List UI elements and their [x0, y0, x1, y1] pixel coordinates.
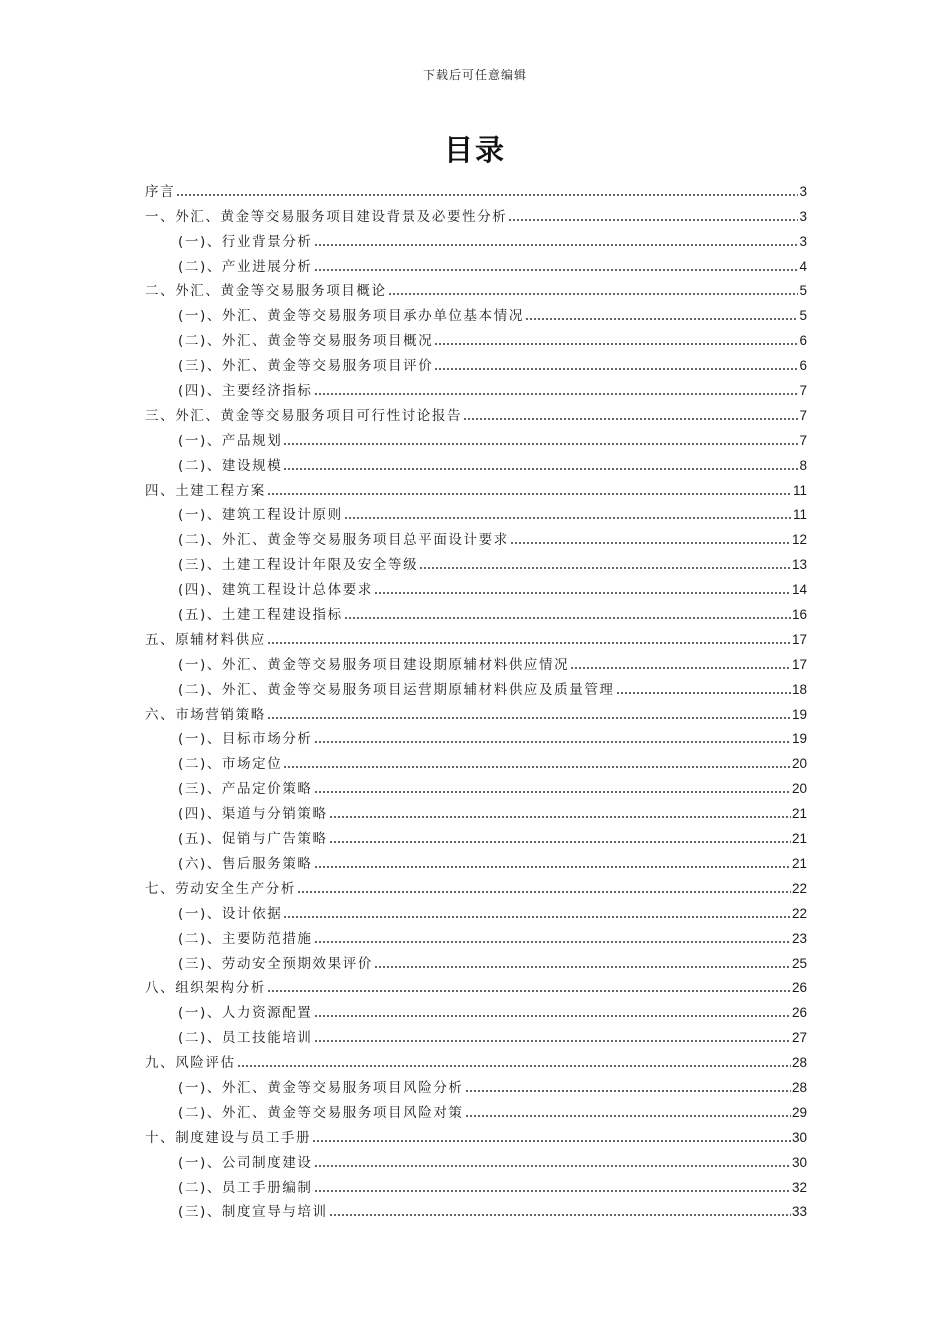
toc-entry-page-number: 21 [791, 855, 807, 871]
toc-entry[interactable] [145, 723, 807, 748]
dot-leader [312, 1140, 791, 1142]
dot-leader [419, 567, 791, 569]
toc-entry-title: (四)、主要经济指标 [178, 383, 313, 400]
toc-entry[interactable] [145, 922, 807, 947]
toc-entry-page-number: 29 [791, 1104, 807, 1120]
dot-leader [314, 1165, 791, 1167]
toc-entry-page-number: 6 [799, 358, 807, 374]
dot-leader [283, 766, 791, 768]
toc-entry-page-number: 5 [799, 308, 807, 324]
toc-entry[interactable] [145, 548, 807, 573]
dot-leader [267, 642, 791, 644]
toc-entry-page-number: 7 [799, 407, 807, 423]
toc-entry[interactable] [145, 623, 807, 648]
toc-entry-page-number: 7 [799, 432, 807, 448]
toc-entry[interactable] [145, 573, 807, 598]
dot-leader [314, 941, 791, 943]
toc-entry-title: (二)、外汇、黄金等交易服务项目概况 [178, 333, 434, 350]
toc-entry-page-number: 30 [791, 1129, 807, 1145]
toc-entry-title: (二)、员工技能培训 [178, 1030, 313, 1047]
toc-entry-title: (四)、建筑工程设计总体要求 [178, 582, 373, 599]
dot-leader [283, 468, 798, 470]
toc-entry-title: (三)、制度宣导与培训 [178, 1204, 328, 1221]
dot-leader [434, 368, 798, 370]
toc-entry-title: 六、市场营销策略 [145, 706, 266, 723]
toc-entry-page-number: 18 [791, 681, 807, 697]
dot-leader [176, 194, 798, 196]
toc-entry-title: (二)、市场定位 [178, 756, 283, 773]
dot-leader [525, 318, 799, 320]
toc-entry[interactable] [145, 872, 807, 897]
toc-entry[interactable] [145, 822, 807, 847]
toc-entry-title: 二、外汇、黄金等交易服务项目概论 [145, 283, 387, 300]
header-note: 下载后可任意编辑 [422, 68, 527, 82]
dot-leader [344, 617, 791, 619]
toc-entry-page-number: 12 [791, 532, 807, 548]
toc-entry[interactable] [145, 698, 807, 723]
dot-leader [388, 293, 799, 295]
toc-entry-page-number: 22 [791, 905, 807, 921]
dot-leader [463, 418, 798, 420]
toc-entry-title: (一)、设计依据 [178, 905, 283, 922]
toc-entry[interactable] [145, 349, 807, 374]
dot-leader [314, 1040, 791, 1042]
dot-leader [297, 891, 791, 893]
dot-leader [314, 741, 791, 743]
toc-entry-title: (五)、促销与广告策略 [178, 831, 328, 848]
dot-leader [508, 219, 798, 221]
toc-entry-page-number: 13 [791, 557, 807, 573]
toc-entry[interactable] [145, 175, 807, 200]
toc-entry-title: (二)、员工手册编制 [178, 1179, 313, 1196]
toc-entry-page-number: 7 [799, 383, 807, 399]
toc-entry-page-number: 3 [799, 208, 807, 224]
toc-entry-title: (三)、劳动安全预期效果评价 [178, 955, 373, 972]
dot-leader [314, 393, 799, 395]
page-title: 目录 [443, 133, 506, 167]
toc-entry-title: (一)、建筑工程设计原则 [178, 507, 343, 524]
toc-entry[interactable] [145, 299, 807, 324]
dot-leader [570, 667, 791, 669]
toc-entry-page-number: 19 [791, 731, 807, 747]
dot-leader [374, 592, 791, 594]
toc-entry[interactable] [145, 747, 807, 772]
dot-leader [329, 816, 791, 818]
toc-entry-title: 五、原辅材料供应 [145, 631, 266, 648]
toc-entry-page-number: 5 [799, 283, 807, 299]
toc-entry[interactable] [145, 1046, 807, 1071]
toc-entry-title: (二)、外汇、黄金等交易服务项目风险对策 [178, 1104, 464, 1121]
toc-entry-page-number: 32 [791, 1179, 807, 1195]
toc-entry[interactable] [145, 275, 807, 300]
toc-entry-page-number: 17 [791, 656, 807, 672]
toc-entry-page-number: 30 [791, 1154, 807, 1170]
dot-leader [314, 1015, 791, 1017]
dot-leader [283, 443, 798, 445]
dot-leader [237, 1065, 791, 1067]
toc-entry-title: (一)、产品规划 [178, 432, 283, 449]
toc-entry-title: 七、劳动安全生产分析 [145, 880, 296, 897]
toc-entry[interactable] [145, 324, 807, 349]
toc-entry-page-number: 28 [791, 1055, 807, 1071]
toc-entry[interactable] [145, 1071, 807, 1096]
dot-leader [267, 990, 791, 992]
toc-entry-page-number: 26 [791, 1005, 807, 1021]
dot-leader [283, 916, 791, 918]
toc-entry-title: 四、土建工程方案 [145, 482, 266, 499]
dot-leader [314, 866, 791, 868]
toc-entry[interactable] [145, 847, 807, 872]
toc-entry[interactable] [145, 499, 807, 524]
toc-entry-page-number: 26 [791, 980, 807, 996]
dot-leader [374, 966, 791, 968]
toc-entry[interactable] [145, 996, 807, 1021]
toc-entry[interactable] [145, 772, 807, 797]
toc-entry[interactable] [145, 200, 807, 225]
toc-entry-page-number: 16 [791, 607, 807, 623]
toc-entry-page-number: 25 [791, 955, 807, 971]
toc-entry-page-number: 20 [791, 756, 807, 772]
toc-entry[interactable] [145, 1171, 807, 1196]
toc-entry-page-number: 21 [791, 806, 807, 822]
toc-entry[interactable] [145, 374, 807, 399]
toc-entry-page-number: 6 [799, 333, 807, 349]
dot-leader [267, 493, 792, 495]
dot-leader [465, 1115, 791, 1117]
dot-leader [314, 1190, 791, 1192]
toc-entry[interactable] [145, 648, 807, 673]
toc-entry[interactable] [145, 1021, 807, 1046]
dot-leader [267, 717, 791, 719]
toc-entry[interactable] [145, 399, 807, 424]
toc-entry-page-number: 11 [792, 507, 807, 523]
toc-entry-title: (二)、主要防范措施 [178, 930, 313, 947]
toc-entry-page-number: 23 [791, 930, 807, 946]
toc-entry-page-number: 21 [791, 831, 807, 847]
dot-leader [314, 244, 799, 246]
toc-entry-title: 一、外汇、黄金等交易服务项目建设背景及必要性分析 [145, 208, 508, 225]
toc-entry-title: (一)、公司制度建设 [178, 1154, 313, 1171]
toc-entry[interactable] [145, 225, 807, 250]
toc-entry[interactable] [145, 474, 807, 499]
toc-entry[interactable] [145, 424, 807, 449]
toc-entry-title: (三)、外汇、黄金等交易服务项目评价 [178, 358, 434, 375]
toc-entry-title: (一)、人力资源配置 [178, 1005, 313, 1022]
toc-entry-title: (五)、土建工程建设指标 [178, 607, 343, 624]
toc-entry-title: (二)、产业进展分析 [178, 258, 313, 275]
toc-entry-title: (一)、外汇、黄金等交易服务项目风险分析 [178, 1079, 464, 1096]
dot-leader [314, 269, 799, 271]
toc-entry-title: (二)、外汇、黄金等交易服务项目总平面设计要求 [178, 532, 509, 549]
toc-entry[interactable] [145, 1121, 807, 1146]
toc-entry-page-number: 11 [792, 482, 807, 498]
toc-entry-page-number: 8 [799, 457, 807, 473]
dot-leader [510, 542, 791, 544]
toc-entry-page-number: 3 [799, 183, 807, 199]
toc-entry-title: 十、制度建设与员工手册 [145, 1129, 312, 1146]
toc-entry-title: (二)、外汇、黄金等交易服务项目运营期原辅材料供应及质量管理 [178, 681, 615, 698]
toc-entry-title: (一)、目标市场分析 [178, 731, 313, 748]
toc-entry-page-number: 19 [791, 706, 807, 722]
toc-entry-page-number: 4 [799, 258, 807, 274]
toc-entry-title: 九、风险评估 [145, 1055, 236, 1072]
toc-entry[interactable] [145, 1096, 807, 1121]
toc-entry[interactable] [145, 1146, 807, 1171]
toc-entry-page-number: 28 [791, 1079, 807, 1095]
toc-entry[interactable] [145, 897, 807, 922]
toc-entry-title: (四)、渠道与分销策略 [178, 806, 328, 823]
toc-entry-title: 序言 [145, 183, 176, 200]
toc-entry[interactable] [145, 1196, 807, 1221]
dot-leader [344, 517, 792, 519]
toc-entry-title: (一)、外汇、黄金等交易服务项目承办单位基本情况 [178, 308, 524, 325]
dot-leader [329, 841, 791, 843]
toc-entry-title: (三)、产品定价策略 [178, 781, 313, 798]
toc-entry[interactable] [145, 449, 807, 474]
dot-leader [314, 791, 791, 793]
toc-entry-page-number: 22 [791, 880, 807, 896]
toc-entry-page-number: 14 [791, 582, 807, 598]
toc-entry[interactable] [145, 250, 807, 275]
toc-entry-title: (一)、行业背景分析 [178, 233, 313, 250]
toc-entry[interactable] [145, 523, 807, 548]
toc-entry[interactable] [145, 947, 807, 972]
toc-entry-title: 八、组织架构分析 [145, 980, 266, 997]
table-of-contents [145, 175, 807, 1220]
toc-entry[interactable] [145, 972, 807, 997]
toc-entry-title: 三、外汇、黄金等交易服务项目可行性讨论报告 [145, 407, 463, 424]
toc-entry[interactable] [145, 673, 807, 698]
toc-entry-page-number: 20 [791, 781, 807, 797]
dot-leader [465, 1090, 791, 1092]
toc-entry[interactable] [145, 797, 807, 822]
toc-entry[interactable] [145, 598, 807, 623]
dot-leader [616, 692, 791, 694]
toc-entry-title: (二)、建设规模 [178, 457, 283, 474]
toc-entry-title: (六)、售后服务策略 [178, 855, 313, 872]
toc-entry-title: (三)、土建工程设计年限及安全等级 [178, 557, 419, 574]
dot-leader [434, 343, 798, 345]
toc-entry-title: (一)、外汇、黄金等交易服务项目建设期原辅材料供应情况 [178, 656, 570, 673]
toc-entry-page-number: 27 [791, 1030, 807, 1046]
toc-entry-page-number: 3 [799, 233, 807, 249]
dot-leader [329, 1214, 791, 1216]
toc-entry-page-number: 33 [791, 1204, 807, 1220]
toc-entry-page-number: 17 [791, 631, 807, 647]
